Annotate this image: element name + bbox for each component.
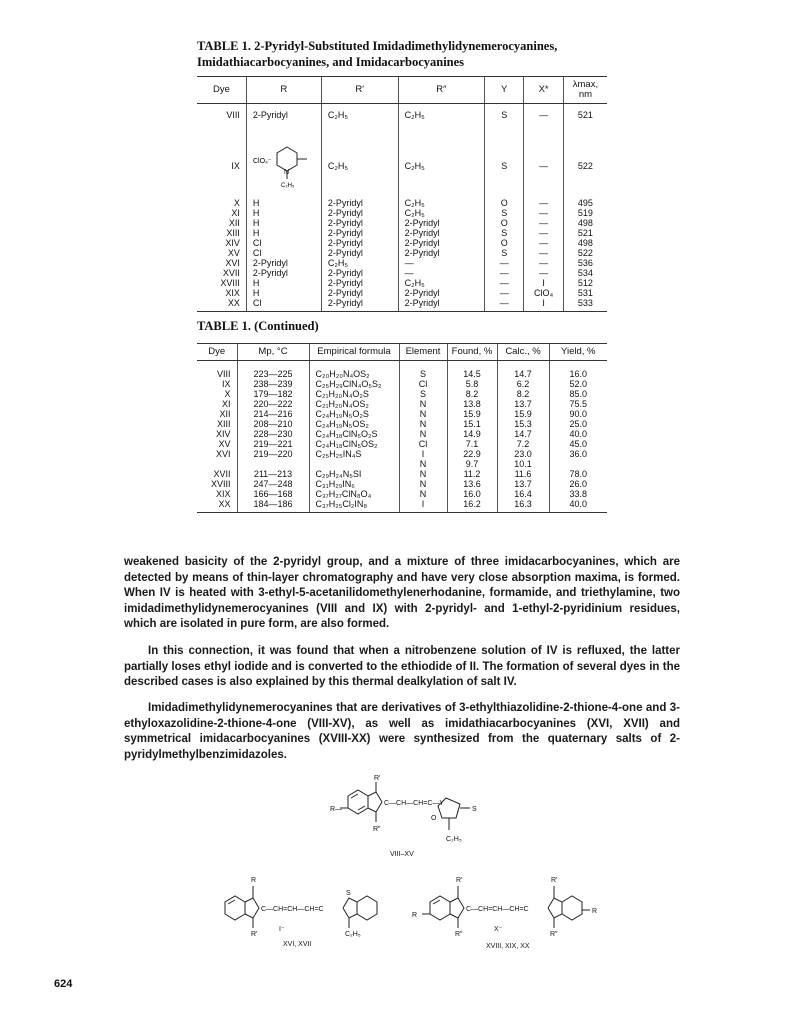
- table1-cell: 531: [563, 288, 607, 298]
- table2-cell: 6.2: [497, 379, 549, 389]
- table1-body: [197, 104, 607, 312]
- paragraph-3: Imidadimethylidynemerocyanines that are derivatives of 3-ethylthiazolidine-2-thione-4-one and 3-ethyloxazolidine-2-thione-4-one (VIII-XV), as well as imidathiacarbocyanines (XVI, XVII) and symmetrical imidacarbocyanines (XVIII-XX) were synthesized from the quaternary salts of 2-pyridylmethylbenzimidazoles.: [124, 702, 680, 761]
- table1-cell: IX: [231, 161, 240, 171]
- table2-row: [197, 399, 607, 409]
- table2-cell: N: [399, 399, 447, 409]
- table2-cell: S: [399, 389, 447, 399]
- table2-cell: C₂₅H₂₅IN₄S: [309, 449, 399, 459]
- table2-cell: 10.1: [497, 459, 549, 469]
- paragraph-2: In this connection, it was found that when a nitrobenzene solution of IV is refluxed, the latter partially loses ethyl iodide and is converted to the ethiodide of II. The formation of several dyes in the described cases is also explained by this thermal dealkylation of salt IV.: [124, 645, 680, 688]
- table1-cell: 2-Pyridyl: [321, 288, 398, 298]
- table1-cell: 2-Pyridyl: [398, 298, 484, 312]
- table1: [197, 76, 607, 312]
- table2-cell: 13.7: [497, 479, 549, 489]
- table2-cell: [237, 459, 309, 469]
- table2-cell: 214—216: [237, 409, 309, 419]
- table1-cell: 2-Pyridyl: [398, 238, 484, 248]
- table1-cell: 536: [563, 258, 607, 268]
- table2-cell: 211—213: [237, 469, 309, 479]
- table2-cell: C₂₄H₁₉N₅O₂S: [309, 409, 399, 419]
- table2-cell: 15.1: [447, 419, 497, 429]
- table1-row: [197, 298, 607, 312]
- svg-text:R′: R′: [251, 931, 258, 938]
- table1-cell: —: [524, 208, 564, 218]
- table2-cell: 40.0: [549, 499, 607, 513]
- table1-cell: 2-Pyridyl: [321, 248, 398, 258]
- table2-cell: 223—225: [237, 361, 309, 380]
- table1-header-cell: X*: [524, 77, 564, 104]
- svg-text:R—: R—: [330, 806, 343, 813]
- paragraph-1: weakened basicity of the 2-pyridyl group, and a mixture of three imidacarbocyanines, which are detected by means of thin-layer chromatography and have very close absorption maxima, is formed. When IV is heated with 3-ethyl-5-acetanilidomethylenerhodanine, formamide, and triethylamine, two imidadimethylidynemerocyanines (VIII and IX) with 2-pyridyl- and 1-ethyl-2-pyridinium residues, which are isolated in pure form, are also formed.: [124, 556, 680, 630]
- table2-cell: XVIII: [210, 479, 231, 489]
- table1-cell: Cl: [246, 238, 321, 248]
- table2-cell: 7.2: [497, 439, 549, 449]
- table2-cell: C₂₁H₂₀N₄O₂S: [309, 389, 399, 399]
- table2-cell: VIII: [216, 369, 231, 379]
- table2-cell: 22.9: [447, 449, 497, 459]
- table1-cell: —: [524, 192, 564, 208]
- table2-header-cell: Mp, °C: [237, 344, 309, 361]
- table1-cell: 2-Pyridyl: [321, 268, 398, 278]
- table1-cell: H: [246, 228, 321, 238]
- table2-cell: C₃₁H₂₉IN₆: [309, 479, 399, 489]
- s2-label: XVI, XVII: [283, 941, 312, 948]
- table1-cell: —: [524, 238, 564, 248]
- table2-cell: N: [399, 409, 447, 419]
- table1-cell: S: [485, 208, 524, 218]
- table1-cell: XIV: [225, 238, 240, 248]
- table1-cell: C₂H₅: [321, 258, 398, 268]
- table1-cell: —: [524, 104, 564, 135]
- table1-cell: XIII: [226, 228, 240, 238]
- table1-cell: 521: [563, 104, 607, 135]
- table1-cell: 522: [563, 248, 607, 258]
- table2-row: [197, 459, 607, 469]
- table2-cell: 14.7: [497, 361, 549, 380]
- table2-cell: 219—220: [237, 449, 309, 459]
- table1-cell: C₂H₅: [321, 134, 398, 192]
- table1-caption-line1: TABLE 1. 2-Pyridyl-Substituted Imidadimethylidynemerocyanines,: [197, 39, 558, 53]
- svg-text:C₂H₅: C₂H₅: [280, 183, 295, 189]
- table1-cell: 498: [563, 218, 607, 228]
- table2-row: [197, 409, 607, 419]
- table1-row: [197, 288, 607, 298]
- table1-cell: XII: [228, 218, 240, 228]
- table1-cell: 2-Pyridyl: [398, 248, 484, 258]
- table1-header-cell: Y: [485, 77, 524, 104]
- table1-cell: C₂H₅: [321, 104, 398, 135]
- table2-cell: N: [399, 459, 447, 469]
- svg-text:R′: R′: [456, 877, 463, 884]
- table1-row: [197, 218, 607, 228]
- table1-cell: 2-Pyridyl: [321, 298, 398, 312]
- table1-cell: XVII: [222, 268, 240, 278]
- table2-cell: N: [399, 469, 447, 479]
- table2-cell: 13.6: [447, 479, 497, 489]
- table2-header-cell: Calc., %: [497, 344, 549, 361]
- table2-row: [197, 379, 607, 389]
- table2-row: [197, 439, 607, 449]
- table2-row: [197, 361, 607, 380]
- table1-cell: 495: [563, 192, 607, 208]
- table2-cell: 14.9: [447, 429, 497, 439]
- table2-cell: XVII: [213, 469, 231, 479]
- table2-cell: 228—230: [237, 429, 309, 439]
- table1-row: [197, 192, 607, 208]
- table1-cell: —: [398, 268, 484, 278]
- table1-row: [197, 278, 607, 288]
- table2: [197, 343, 607, 513]
- table2-cell: 16.4: [497, 489, 549, 499]
- table1-caption: [197, 38, 557, 70]
- table2-header-row: [197, 344, 607, 361]
- table2-row: [197, 489, 607, 499]
- table2-cell: [549, 459, 607, 469]
- table1-cell: 2-Pyridyl: [321, 238, 398, 248]
- table2-cell: 166—168: [237, 489, 309, 499]
- table2-cell: 16.3: [497, 499, 549, 513]
- table1-cell: —: [485, 278, 524, 288]
- table2-cell: 11.2: [447, 469, 497, 479]
- table1-cell: I: [524, 298, 564, 312]
- table1-cell: H: [246, 288, 321, 298]
- table2-body: [197, 361, 607, 513]
- table2-cell: C₃₇H₂₅Cl₂IN₈: [309, 499, 399, 513]
- table2-cell: 15.9: [447, 409, 497, 419]
- table2-cell: 78.0: [549, 469, 607, 479]
- table2-cell: 8.2: [497, 389, 549, 399]
- table1-cell: —: [485, 298, 524, 312]
- table1-cell: XIX: [225, 288, 240, 298]
- table2-row: [197, 469, 607, 479]
- table2-cell: S: [399, 361, 447, 380]
- table1-cell: —: [524, 134, 564, 192]
- s3-chain: C—CH=CH—CH=C: [466, 906, 529, 913]
- s2-chain: C—CH=CH—CH=C: [261, 906, 324, 913]
- table1-cell: 2-Pyridyl: [321, 278, 398, 288]
- table2-cell: 75.5: [549, 399, 607, 409]
- svg-text:O: O: [431, 815, 437, 822]
- table2-cell: 26.0: [549, 479, 607, 489]
- table2-cell: C₂₄H₁₈ClN₅OS₂: [309, 439, 399, 449]
- table1-cell: 2-Pyridyl: [321, 218, 398, 228]
- table2-cell: 16.0: [447, 489, 497, 499]
- svg-text:R: R: [251, 877, 257, 884]
- svg-text:S: S: [346, 890, 351, 897]
- table1-cell: C₂H₅: [398, 134, 484, 192]
- table2-cell: IX: [221, 379, 231, 389]
- table1-cell: O: [485, 218, 524, 228]
- table1-cell: 498: [563, 238, 607, 248]
- table1-cell: —: [398, 258, 484, 268]
- table1-row: [197, 238, 607, 248]
- table2-cell: XIX: [215, 489, 231, 499]
- svg-text:R: R: [592, 908, 598, 915]
- table1-header-cell: λmax, nm: [563, 77, 607, 104]
- table1-cell: 2-Pyridyl: [321, 228, 398, 238]
- table1-cell: S: [485, 104, 524, 135]
- table2-cell: 40.0: [549, 429, 607, 439]
- table2-cell: XIII: [216, 419, 231, 429]
- table2-cell: 220—222: [237, 399, 309, 409]
- table1-cell: —: [524, 268, 564, 278]
- table1-cell: 512: [563, 278, 607, 288]
- table1-cell: C₂H₅: [398, 278, 484, 288]
- table1-caption-line2: Imidathiacarbocyanines, and Imidacarbocyanines: [197, 55, 465, 69]
- table1-cell: S: [485, 228, 524, 238]
- table1-cell: XI: [231, 208, 240, 218]
- table1-cell: XVI: [225, 258, 240, 268]
- table1-cell: 2-Pyridyl: [398, 288, 484, 298]
- table2-cell: 11.6: [497, 469, 549, 479]
- table2-cell: 9.7: [447, 459, 497, 469]
- table1-cell: XX: [197, 298, 246, 312]
- table1-cell: —: [485, 258, 524, 268]
- table2-cell: C₂₄H₁₈ClN₅O₂S: [309, 429, 399, 439]
- table1-cell: Cl: [246, 298, 321, 312]
- table2-header-cell: Dye: [197, 344, 237, 361]
- pyridinium-ring-icon: [253, 141, 319, 189]
- table1-cell: X: [233, 198, 240, 208]
- structure-xvi-xvii: [215, 870, 390, 948]
- table2-cell: C₃₇H₂₇ClN₈O₄: [309, 489, 399, 499]
- svg-text:R″: R″: [455, 931, 463, 938]
- table2-cell: N: [399, 489, 447, 499]
- structure-xviii-xx: [408, 870, 608, 950]
- svg-text:R″: R″: [373, 826, 381, 833]
- table2-cell: 25.0: [549, 419, 607, 429]
- structure-viii-xv: [318, 770, 488, 862]
- table2-caption: TABLE 1. (Continued): [197, 319, 319, 333]
- table2-row: [197, 449, 607, 459]
- table1-cell: ClO₄: [524, 288, 564, 298]
- table1-cell: XVIII: [220, 278, 240, 288]
- page-number: 624: [54, 978, 73, 990]
- table1-row: [197, 228, 607, 238]
- table2-cell: 45.0: [549, 439, 607, 449]
- table1-cell: O: [485, 238, 524, 248]
- table1-cell: —: [524, 248, 564, 258]
- table2-cell: 16.0: [549, 361, 607, 380]
- table2-cell: 13.8: [447, 399, 497, 409]
- table2-cell: XII: [219, 409, 231, 419]
- table1-cell: —: [485, 268, 524, 278]
- table2-cell: [197, 459, 237, 469]
- table2-cell: XI: [221, 399, 231, 409]
- table2-cell: 14.7: [497, 429, 549, 439]
- table1-cell: 2-Pyridyl: [398, 218, 484, 228]
- table1-cell: 522: [563, 134, 607, 192]
- table1-row: [197, 104, 607, 135]
- table2-cell: 16.2: [447, 499, 497, 513]
- table2-cell: XVI: [215, 449, 231, 459]
- table2-cell: C₂₅H₂₉ClN₄O₅S₂: [309, 379, 399, 389]
- table2-cell: 219—221: [237, 439, 309, 449]
- svg-text:C₂H₅: C₂H₅: [345, 931, 361, 938]
- table1-cell: H: [246, 192, 321, 208]
- table2-cell: 7.1: [447, 439, 497, 449]
- table1-cell: 2-Pyridyl: [398, 228, 484, 238]
- table2-cell: 90.0: [549, 409, 607, 419]
- table2-cell: 52.0: [549, 379, 607, 389]
- table1-cell: O: [485, 192, 524, 208]
- s3-anion: X⁻: [494, 926, 503, 933]
- table2-cell: C₂₁H₂₀N₄OS₂: [309, 399, 399, 409]
- table1-cell: 2-Pyridyl: [321, 208, 398, 218]
- table1-cell: H: [246, 208, 321, 218]
- s2-anion: I⁻: [279, 926, 285, 933]
- table1-header-cell: R″: [398, 77, 484, 104]
- table2-cell: C₂₄H₁₉N₅OS₂: [309, 419, 399, 429]
- table1-cell: C₂H₅: [398, 208, 484, 218]
- svg-text:R′: R′: [374, 775, 381, 782]
- table1-cell: 2-Pyridyl: [246, 268, 321, 278]
- table1-header-row: [197, 77, 607, 104]
- table2-cell: XV: [218, 439, 231, 449]
- table1-row: [197, 258, 607, 268]
- table2-cell: 15.3: [497, 419, 549, 429]
- table1-header-cell: R: [246, 77, 321, 104]
- table2-cell: 208—210: [237, 419, 309, 429]
- table1-cell: —: [524, 258, 564, 268]
- table2-header-cell: Yield, %: [549, 344, 607, 361]
- table2-cell: 36.0: [549, 449, 607, 459]
- table2-cell: 23.0: [497, 449, 549, 459]
- table1-row: [197, 248, 607, 258]
- table2-cell: XIV: [215, 429, 231, 439]
- table2-cell: 184—186: [237, 499, 309, 513]
- table2-cell: 238—239: [237, 379, 309, 389]
- table1-header-cell: R′: [321, 77, 398, 104]
- table1-cell: 534: [563, 268, 607, 278]
- table1-cell: —: [485, 288, 524, 298]
- table2-header-cell: Found, %: [447, 344, 497, 361]
- table1-row: [197, 134, 607, 192]
- perchlorate-label: ClO₄⁻: [252, 158, 272, 165]
- table1-cell: VIII: [226, 110, 240, 120]
- table2-row: [197, 419, 607, 429]
- table1-cell: 2-Pyridyl: [246, 258, 321, 268]
- table2-cell: Cl: [399, 379, 447, 389]
- table2-row: [197, 479, 607, 489]
- table2-row: [197, 389, 607, 399]
- table2-cell: 5.8: [447, 379, 497, 389]
- table1-cell: 533: [563, 298, 607, 312]
- table2-row: [197, 499, 607, 513]
- table2-header-cell: Empirical formula: [309, 344, 399, 361]
- table1-cell: S: [485, 134, 524, 192]
- table1-cell: H: [246, 218, 321, 228]
- svg-text:R: R: [412, 912, 418, 919]
- table1-cell: 2-Pyridyl: [321, 192, 398, 208]
- table1-cell: C₂H₅: [398, 104, 484, 135]
- table1-cell: XV: [227, 248, 240, 258]
- table2-cell: 247—248: [237, 479, 309, 489]
- s1-label: VIII–XV: [390, 851, 414, 858]
- table1-cell: I: [524, 278, 564, 288]
- table1-cell: —: [524, 228, 564, 238]
- table2-cell: X: [224, 389, 231, 399]
- table1-cell: S: [485, 248, 524, 258]
- table1-header-cell: Dye: [197, 77, 246, 104]
- table1-cell: H: [246, 278, 321, 288]
- table2-cell: 33.8: [549, 489, 607, 499]
- table1-cell: —: [524, 218, 564, 228]
- table2-cell: I: [399, 449, 447, 459]
- table2-header-cell: Element: [399, 344, 447, 361]
- table1-cell: Cl: [246, 248, 321, 258]
- svg-text:R″: R″: [550, 931, 558, 938]
- table1-cell: 521: [563, 228, 607, 238]
- table2-cell: 13.7: [497, 399, 549, 409]
- svg-text:C₂H₅: C₂H₅: [446, 836, 462, 843]
- svg-text:N: N: [283, 169, 289, 176]
- table2-cell: I: [399, 499, 447, 513]
- table2-cell: C₂₉H₂₄N₅SI: [309, 469, 399, 479]
- table1-cell: 2-Pyridyl: [246, 104, 321, 135]
- table2-cell: 8.2: [447, 389, 497, 399]
- table2-cell: 15.9: [497, 409, 549, 419]
- table2-cell: N: [399, 479, 447, 489]
- table2-cell: [309, 459, 399, 469]
- table1-row: [197, 208, 607, 218]
- table2-cell: 179—182: [237, 389, 309, 399]
- table1-row: [197, 268, 607, 278]
- s1-chain: C—CH—CH=C—Y: [384, 800, 445, 807]
- table2-cell: N: [399, 419, 447, 429]
- table2-cell: XX: [197, 499, 237, 513]
- s3-label: XVIII, XIX, XX: [486, 943, 530, 950]
- table2-cell: N: [399, 429, 447, 439]
- table2-cell: 14.5: [447, 361, 497, 380]
- table1-cell: C₂H₅: [398, 192, 484, 208]
- table1-cell: [246, 134, 321, 192]
- table2-row: [197, 429, 607, 439]
- table1-cell: 519: [563, 208, 607, 218]
- table2-cell: C₂₀H₂₀N₄OS₂: [309, 361, 399, 380]
- svg-text:R′: R′: [551, 877, 558, 884]
- table2-cell: Cl: [399, 439, 447, 449]
- svg-text:S: S: [472, 806, 477, 813]
- table2-cell: 85.0: [549, 389, 607, 399]
